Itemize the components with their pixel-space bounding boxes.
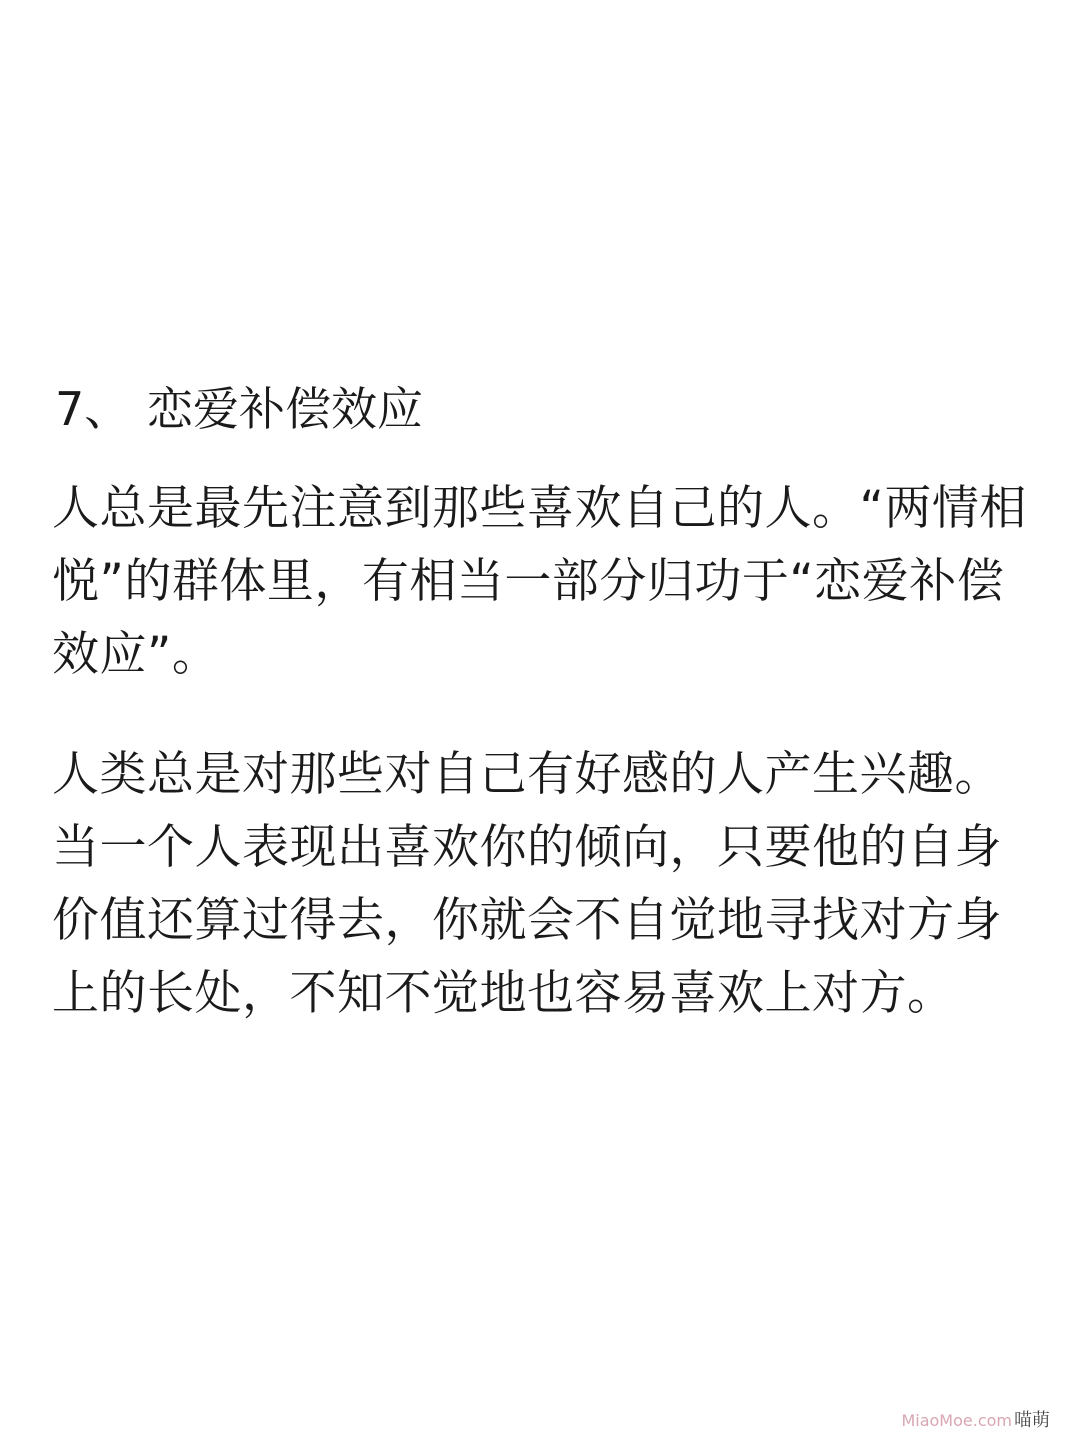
watermark-chinese: 喵萌 xyxy=(1014,1410,1050,1431)
section-heading xyxy=(55,378,423,440)
section-number: 7、 xyxy=(55,382,131,436)
paragraph-line: 上的长处，不知不觉地也容易喜欢上对方。 xyxy=(52,966,955,1021)
paragraph-line: 人类总是对那些对自己有好感的人产生兴趣。 xyxy=(52,747,1002,802)
watermark-text: MiaoMoe.com xyxy=(901,1411,1012,1430)
site-watermark xyxy=(901,1411,1050,1431)
paragraph-line: 悦”的群体里，有相当一部分归功于“恋爱补偿 xyxy=(52,554,1005,609)
paragraph-line: 效应”。 xyxy=(52,627,220,682)
paragraph-2 xyxy=(52,738,1002,1030)
paragraph-line: 当一个人表现出喜欢你的倾向，只要他的自身 xyxy=(52,820,1002,875)
paragraph-line: 价值还算过得去，你就会不自觉地寻找对方身 xyxy=(52,893,1002,948)
section-title: 恋爱补偿效应 xyxy=(147,382,423,436)
paragraph-1 xyxy=(52,472,1027,691)
paragraph-line: 人总是最先注意到那些喜欢自己的人。“两情相 xyxy=(52,481,1027,536)
